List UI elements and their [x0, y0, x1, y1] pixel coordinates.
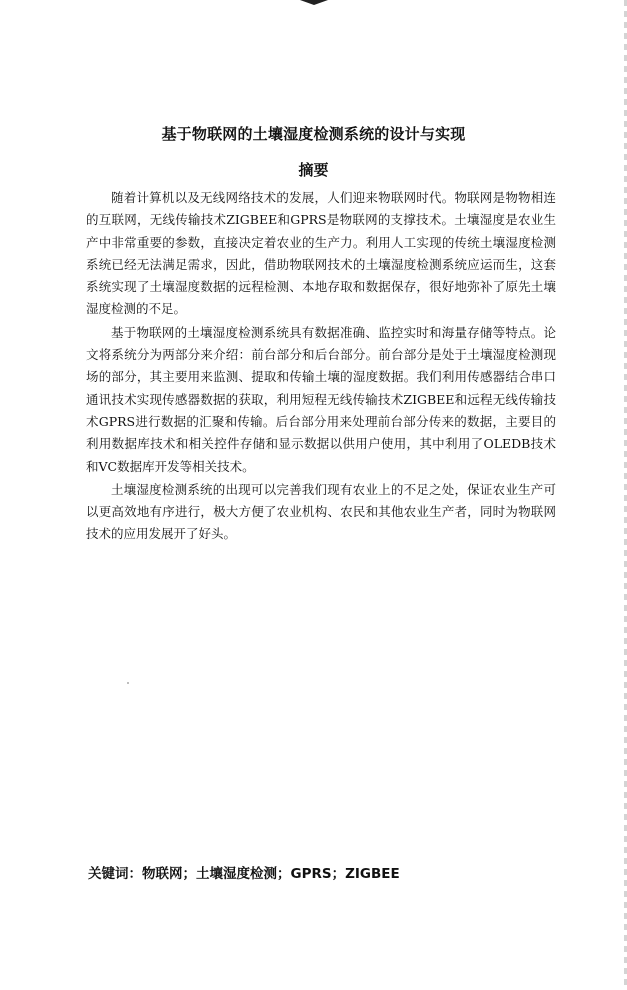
abstract-body: [86, 187, 556, 546]
abstract-paragraph-1: 随着计算机以及无线网络技术的发展，人们迎来物联网时代。物联网是物物相连的互联网，无线传输技术ZIGBEE和GPRS是物联网的支撑技术。土壤湿度是农业生产中非常重要的参数，直接决定着农业的生产力。利用人工实现的传统土壤湿度检测系统已经无法满足需求，因此，借助物联网技术的土壤湿度检测系统应运而生，这套系统实现了土壤湿度数据的远程检测、本地存取和数据保存，很好地弥补了原先土壤湿度检测的不足。: [86, 190, 556, 317]
scan-speck: [127, 682, 129, 684]
keywords-line: 关键词：物联网；土壤湿度检测；GPRS；ZIGBEE: [88, 866, 400, 882]
thesis-title: 基于物联网的土壤湿度检测系统的设计与实现: [161, 125, 466, 143]
scan-top-mark: [300, 0, 328, 5]
abstract-heading: 摘要: [298, 161, 329, 179]
abstract-paragraph-3: 土壤湿度检测系统的出现可以完善我们现有农业上的不足之处，保证农业生产可以更高效地有序进行，极大方便了农业机构、农民和其他农业生产者，同时为物联网技术的应用发展开了好头。: [86, 481, 556, 542]
abstract-paragraph-2: 基于物联网的土壤湿度检测系统具有数据准确、监控实时和海量存储等特点。论文将系统分为两部分来介绍：前台部分和后台部分。前台部分是处于土壤湿度检测现场的部分，其主要用来监测、提取和传输土壤的湿度数据。我们利用传感器结合串口通讯技术实现传感器数据的获取，利用短程无线传输技术ZIGBEE和远程无线传输技术GPRS进行数据的汇聚和传输。后台部分用来处理前台部分传来的数据，主要目的利用数据库技术和相关控件存储和显示数据以供用户使用，其中利用了OLEDB技术和VC数据库开发等相关技术。: [86, 324, 556, 474]
